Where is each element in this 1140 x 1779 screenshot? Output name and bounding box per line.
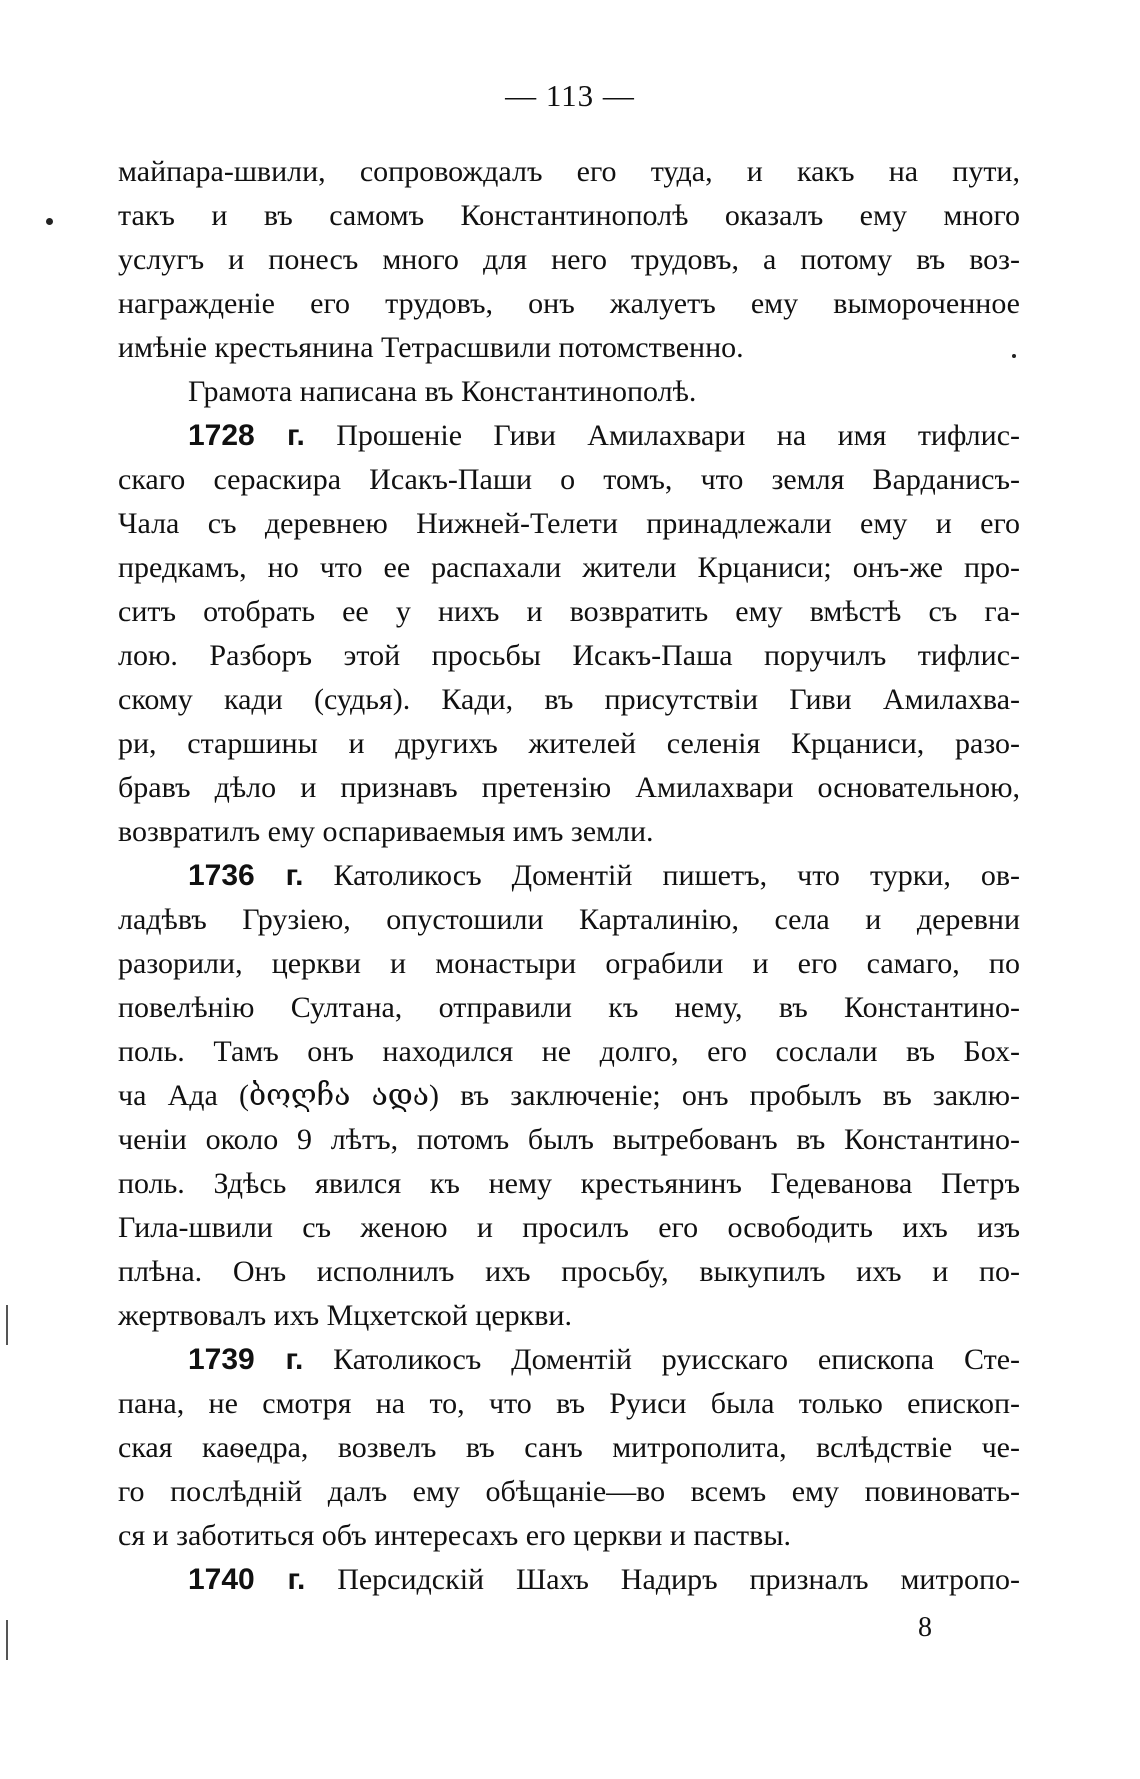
text-line: услугъ и понесъ много для него трудовъ, а потому въ воз- xyxy=(118,243,1020,276)
page-edge-mark-2 xyxy=(6,1620,8,1660)
entry-first-line xyxy=(118,1558,1020,1602)
text-line: лою. Разборъ этой просьбы Исакъ-Паша поручилъ тифлис- xyxy=(118,639,1020,672)
text-line: ся и заботиться объ интересахъ его церкви и паствы. xyxy=(118,1519,791,1552)
entry-text: Католикосъ Доментій пишетъ, что турки, ов- xyxy=(333,859,1021,892)
entry-year: 1739 г. xyxy=(188,1343,304,1376)
page-edge-mark-1 xyxy=(6,1305,8,1345)
entry-year: 1740 г. xyxy=(188,1563,306,1596)
stray-dot-left xyxy=(46,218,53,225)
entry-first-line xyxy=(118,1338,1020,1382)
text-line: Грамота написана въ Константинополѣ. xyxy=(188,375,697,408)
text-line: ри, старшины и другихъ жителей селенія Крцаниси, разо- xyxy=(118,727,1020,760)
signature-mark: 8 xyxy=(918,1612,932,1643)
entry-year: 1736 г. xyxy=(188,859,304,892)
text-line: ладѣвъ Грузіею, опустошили Карталинію, села и деревни xyxy=(118,903,1020,936)
text-line: скому кади (судья). Кади, въ присутствіи Гиви Амилахва- xyxy=(118,683,1020,716)
text-line: майпара-швили, сопровождалъ его туда, и какъ на пути, xyxy=(118,155,1020,188)
entry-first-line xyxy=(118,414,1020,458)
entry-first-line xyxy=(118,854,1020,898)
text-line: ситъ отобрать ее у нихъ и возвратить ему вмѣстѣ съ га- xyxy=(118,595,1020,628)
text-line: Гила-швили съ женою и просилъ его освободить ихъ изъ xyxy=(118,1211,1020,1244)
text-line: награжденіе его трудовъ, онъ жалуетъ ему вымороченное xyxy=(118,287,1020,320)
text-line: жертвовалъ ихъ Мцхетской церкви. xyxy=(118,1299,572,1332)
text-line: плѣна. Онъ исполнилъ ихъ просьбу, выкупилъ ихъ и по- xyxy=(118,1255,1020,1288)
text-line: ча Ада (ბოღჩა ადა) въ заключеніе; онъ пробылъ въ заклю- xyxy=(118,1079,1020,1112)
text-line: такъ и въ самомъ Константинополѣ оказалъ ему много xyxy=(118,199,1020,232)
text-line: разорили, церкви и монастыри ограбили и его самаго, по xyxy=(118,947,1020,980)
entry-text: Персидскій Шахъ Надиръ призналъ митропо- xyxy=(337,1563,1021,1596)
entry-year: 1728 г. xyxy=(188,419,305,452)
text-line: бравъ дѣло и признавъ претензію Амилахвари основательною, xyxy=(118,771,1020,804)
page-number: — 113 — xyxy=(505,78,635,113)
text-line: пана, не смотря на то, что въ Руиси была только епископ- xyxy=(118,1387,1020,1420)
text-line: го послѣдній далъ ему обѣщаніе—во всемъ ему повиновать- xyxy=(118,1475,1020,1508)
text-line: имѣніе крестьянина Тетрасшвили потомственно. xyxy=(118,331,744,364)
text-line: скаго сераскира Исакъ-Паши о томъ, что земля Варданисъ- xyxy=(118,463,1020,496)
text-line: ская каѳедра, возвелъ въ санъ митрополита, вслѣдствіе че- xyxy=(118,1431,1020,1464)
text-line: ченіи около 9 лѣтъ, потомъ былъ вытребованъ въ Константино- xyxy=(118,1123,1020,1156)
text-body xyxy=(118,150,1020,1602)
text-line: поль. Тамъ онъ находился не долго, его сослали въ Бох- xyxy=(118,1035,1020,1068)
text-line: возвратилъ ему оспариваемыя имъ земли. xyxy=(118,815,654,848)
entry-text: Прошеніе Гиви Амилахвари на имя тифлис- xyxy=(336,419,1021,452)
text-line: Чала съ деревнею Нижней-Телети принадлежали ему и его xyxy=(118,507,1020,540)
text-line: предкамъ, но что ее распахали жители Крцаниси; онъ-же про- xyxy=(118,551,1020,584)
text-line: поль. Здѣсь явился къ нему крестьянинъ Гедеванова Петръ xyxy=(118,1167,1020,1200)
entry-text: Католикосъ Доментій руисскаго епископа Сте- xyxy=(333,1343,1020,1376)
text-line: повелѣнію Султана, отправили къ нему, въ Константино- xyxy=(118,991,1020,1024)
